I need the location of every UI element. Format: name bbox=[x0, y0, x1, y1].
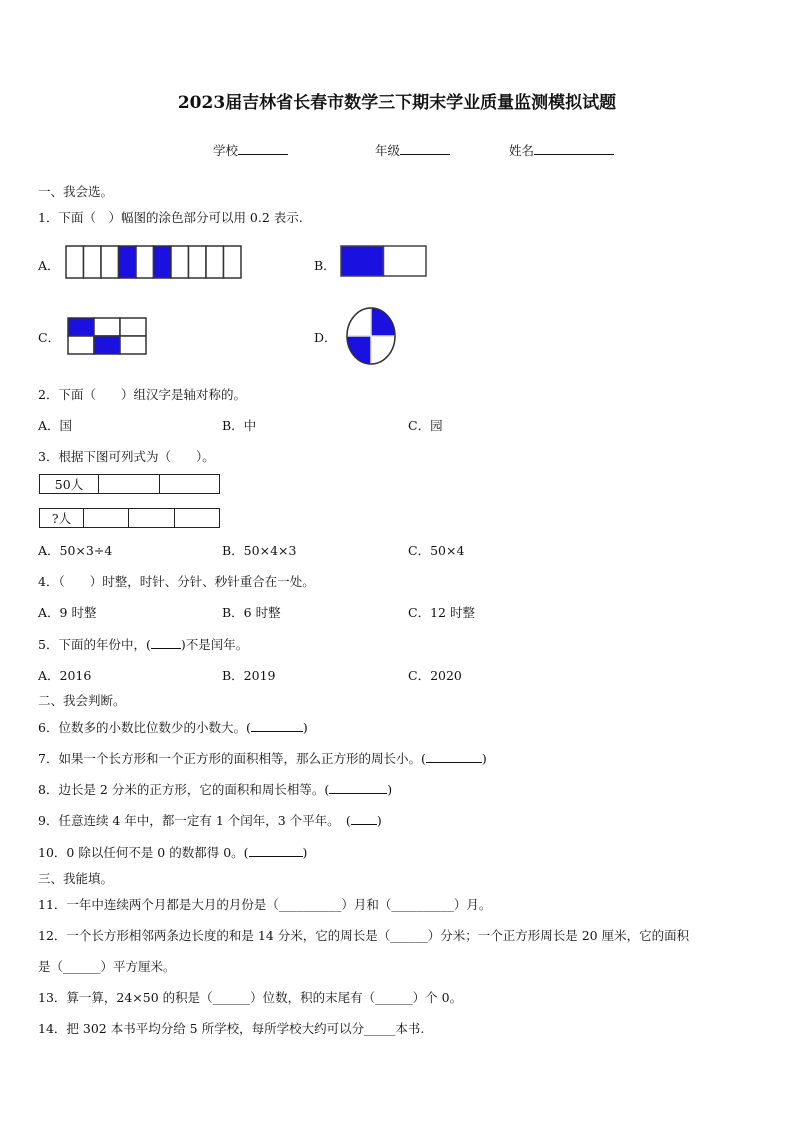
q3-bar-2-cell bbox=[175, 509, 219, 527]
figure-b-cell bbox=[341, 246, 384, 276]
section-2-heading: 二、我会判断。 bbox=[38, 693, 126, 708]
q6-answer-blank[interactable] bbox=[251, 719, 303, 732]
grade-label: 年级 bbox=[375, 143, 401, 158]
q4-option-b[interactable]: B．6 时整 bbox=[222, 605, 281, 620]
q9-text-pre: 9．任意连续 4 年中，都一定有 1 个闰年，3 个平年。 ( bbox=[38, 813, 351, 828]
q7-text-post: ) bbox=[481, 751, 487, 766]
figure-a-cell bbox=[84, 246, 102, 278]
q5-option-c[interactable]: C．2020 bbox=[408, 668, 462, 683]
q2-option-c[interactable]: C．园 bbox=[408, 418, 443, 433]
question-8 bbox=[38, 780, 392, 798]
q4-option-c[interactable]: C．12 时整 bbox=[408, 605, 475, 620]
figure-a-cell bbox=[119, 246, 137, 278]
q9-answer-blank[interactable] bbox=[351, 812, 377, 825]
figure-c-cell bbox=[68, 318, 94, 336]
q1-figure-a bbox=[64, 243, 244, 281]
q6-text-post: ) bbox=[302, 720, 308, 735]
q3-bar-2-cell bbox=[129, 509, 175, 527]
figure-b-cell bbox=[384, 246, 427, 276]
section-1-heading: 一、我会选。 bbox=[38, 184, 114, 199]
question-1: 1．下面（ ）幅图的涂色部分可以用 0.2 表示. bbox=[38, 210, 303, 225]
q8-text-pre: 8．边长是 2 分米的正方形，它的面积和周长相等。( bbox=[38, 782, 330, 797]
figure-a-cell bbox=[189, 246, 207, 278]
q7-text-pre: 7．如果一个长方形和一个正方形的面积相等，那么正方形的周长小。( bbox=[38, 751, 426, 766]
school-label: 学校 bbox=[213, 143, 239, 158]
q2-option-b[interactable]: B．中 bbox=[222, 418, 257, 433]
question-10 bbox=[38, 843, 307, 861]
q3-bar-1-label: 50人 bbox=[40, 475, 99, 493]
q2-option-a[interactable]: A．国 bbox=[38, 418, 73, 433]
q1-option-b[interactable]: B． bbox=[314, 258, 336, 273]
figure-a-cell bbox=[224, 246, 242, 278]
page-title: 2023届吉林省长春市数学三下期末学业质量监测模拟试题 bbox=[177, 93, 617, 113]
q3-option-c[interactable]: C．50×4 bbox=[408, 543, 465, 558]
q5-text-post: )不是闰年。 bbox=[180, 637, 249, 652]
question-2: 2．下面（ ）组汉字是轴对称的。 bbox=[38, 387, 246, 402]
q4-option-a[interactable]: A．9 时整 bbox=[38, 605, 97, 620]
figure-a-cell bbox=[136, 246, 154, 278]
question-6 bbox=[38, 718, 308, 736]
figure-c-cell bbox=[94, 336, 120, 354]
figure-a-cell bbox=[101, 246, 119, 278]
question-7 bbox=[38, 749, 487, 767]
q3-bar-1-cell bbox=[160, 475, 219, 493]
figure-c-cell bbox=[120, 336, 146, 354]
section-3-heading: 三、我能填。 bbox=[38, 871, 114, 886]
q5-answer-blank[interactable] bbox=[151, 636, 181, 649]
figure-c-cell bbox=[68, 336, 94, 354]
q10-text-pre: 10．0 除以任何不是 0 的数都得 0。( bbox=[38, 845, 249, 860]
question-12-line-2: 是（______）平方厘米。 bbox=[38, 959, 176, 974]
question-9 bbox=[38, 811, 382, 829]
question-4: 4．（ ）时整，时针、分针、秒针重合在一处。 bbox=[38, 574, 315, 589]
question-13: 13．算一算，24×50 的积是（______）位数，积的末尾有（______）个 0。 bbox=[38, 990, 463, 1005]
q8-text-post: ) bbox=[387, 782, 393, 797]
q1-option-c[interactable]: C． bbox=[38, 330, 61, 345]
q3-bar-2 bbox=[39, 508, 220, 528]
figure-a-cell bbox=[66, 246, 84, 278]
name-field[interactable] bbox=[509, 141, 614, 159]
q3-bar-2-label: ?人 bbox=[40, 509, 84, 527]
q8-answer-blank[interactable] bbox=[329, 781, 387, 794]
q9-text-post: ) bbox=[376, 813, 382, 828]
q5-option-a[interactable]: A．2016 bbox=[38, 668, 92, 683]
figure-a-cell bbox=[154, 246, 172, 278]
q1-figure-d bbox=[344, 306, 398, 366]
grade-field[interactable] bbox=[375, 141, 450, 159]
name-label: 姓名 bbox=[509, 143, 535, 158]
q3-option-b[interactable]: B．50×4×3 bbox=[222, 543, 297, 558]
q1-figure-c bbox=[66, 316, 148, 356]
q3-bar-2-cell bbox=[84, 509, 129, 527]
q7-answer-blank[interactable] bbox=[426, 750, 482, 763]
q3-option-a[interactable]: A．50×3÷4 bbox=[38, 543, 113, 558]
q1-option-a[interactable]: A． bbox=[38, 258, 60, 273]
question-5 bbox=[38, 635, 248, 653]
question-12-line-1: 12．一个长方形相邻两条边长度的和是 14 分米，它的周长是（______）分米；一个正方形周长是 20 厘米，它的面积 bbox=[38, 928, 690, 943]
question-3: 3．根据下图可列式为（ ）。 bbox=[38, 449, 215, 464]
q3-bar-1-cell bbox=[99, 475, 160, 493]
q10-answer-blank[interactable] bbox=[249, 844, 303, 857]
q1-option-d[interactable]: D． bbox=[314, 330, 337, 345]
figure-a-cell bbox=[171, 246, 189, 278]
q5-option-b[interactable]: B．2019 bbox=[222, 668, 276, 683]
q6-text-pre: 6．位数多的小数比位数少的小数大。( bbox=[38, 720, 251, 735]
q3-bar-1 bbox=[39, 474, 220, 494]
question-11: 11．一年中连续两个月都是大月的月份是（__________）月和（__________）月。 bbox=[38, 897, 492, 912]
q5-text-pre: 5．下面的年份中，( bbox=[38, 637, 151, 652]
figure-c-cell bbox=[94, 318, 120, 336]
school-field[interactable] bbox=[213, 141, 288, 159]
question-14: 14．把 302 本书平均分给 5 所学校，每所学校大约可以分_____本书. bbox=[38, 1021, 425, 1036]
figure-a-cell bbox=[206, 246, 224, 278]
q10-text-post: ) bbox=[302, 845, 308, 860]
figure-c-cell bbox=[120, 318, 146, 336]
q1-figure-b bbox=[339, 244, 429, 278]
